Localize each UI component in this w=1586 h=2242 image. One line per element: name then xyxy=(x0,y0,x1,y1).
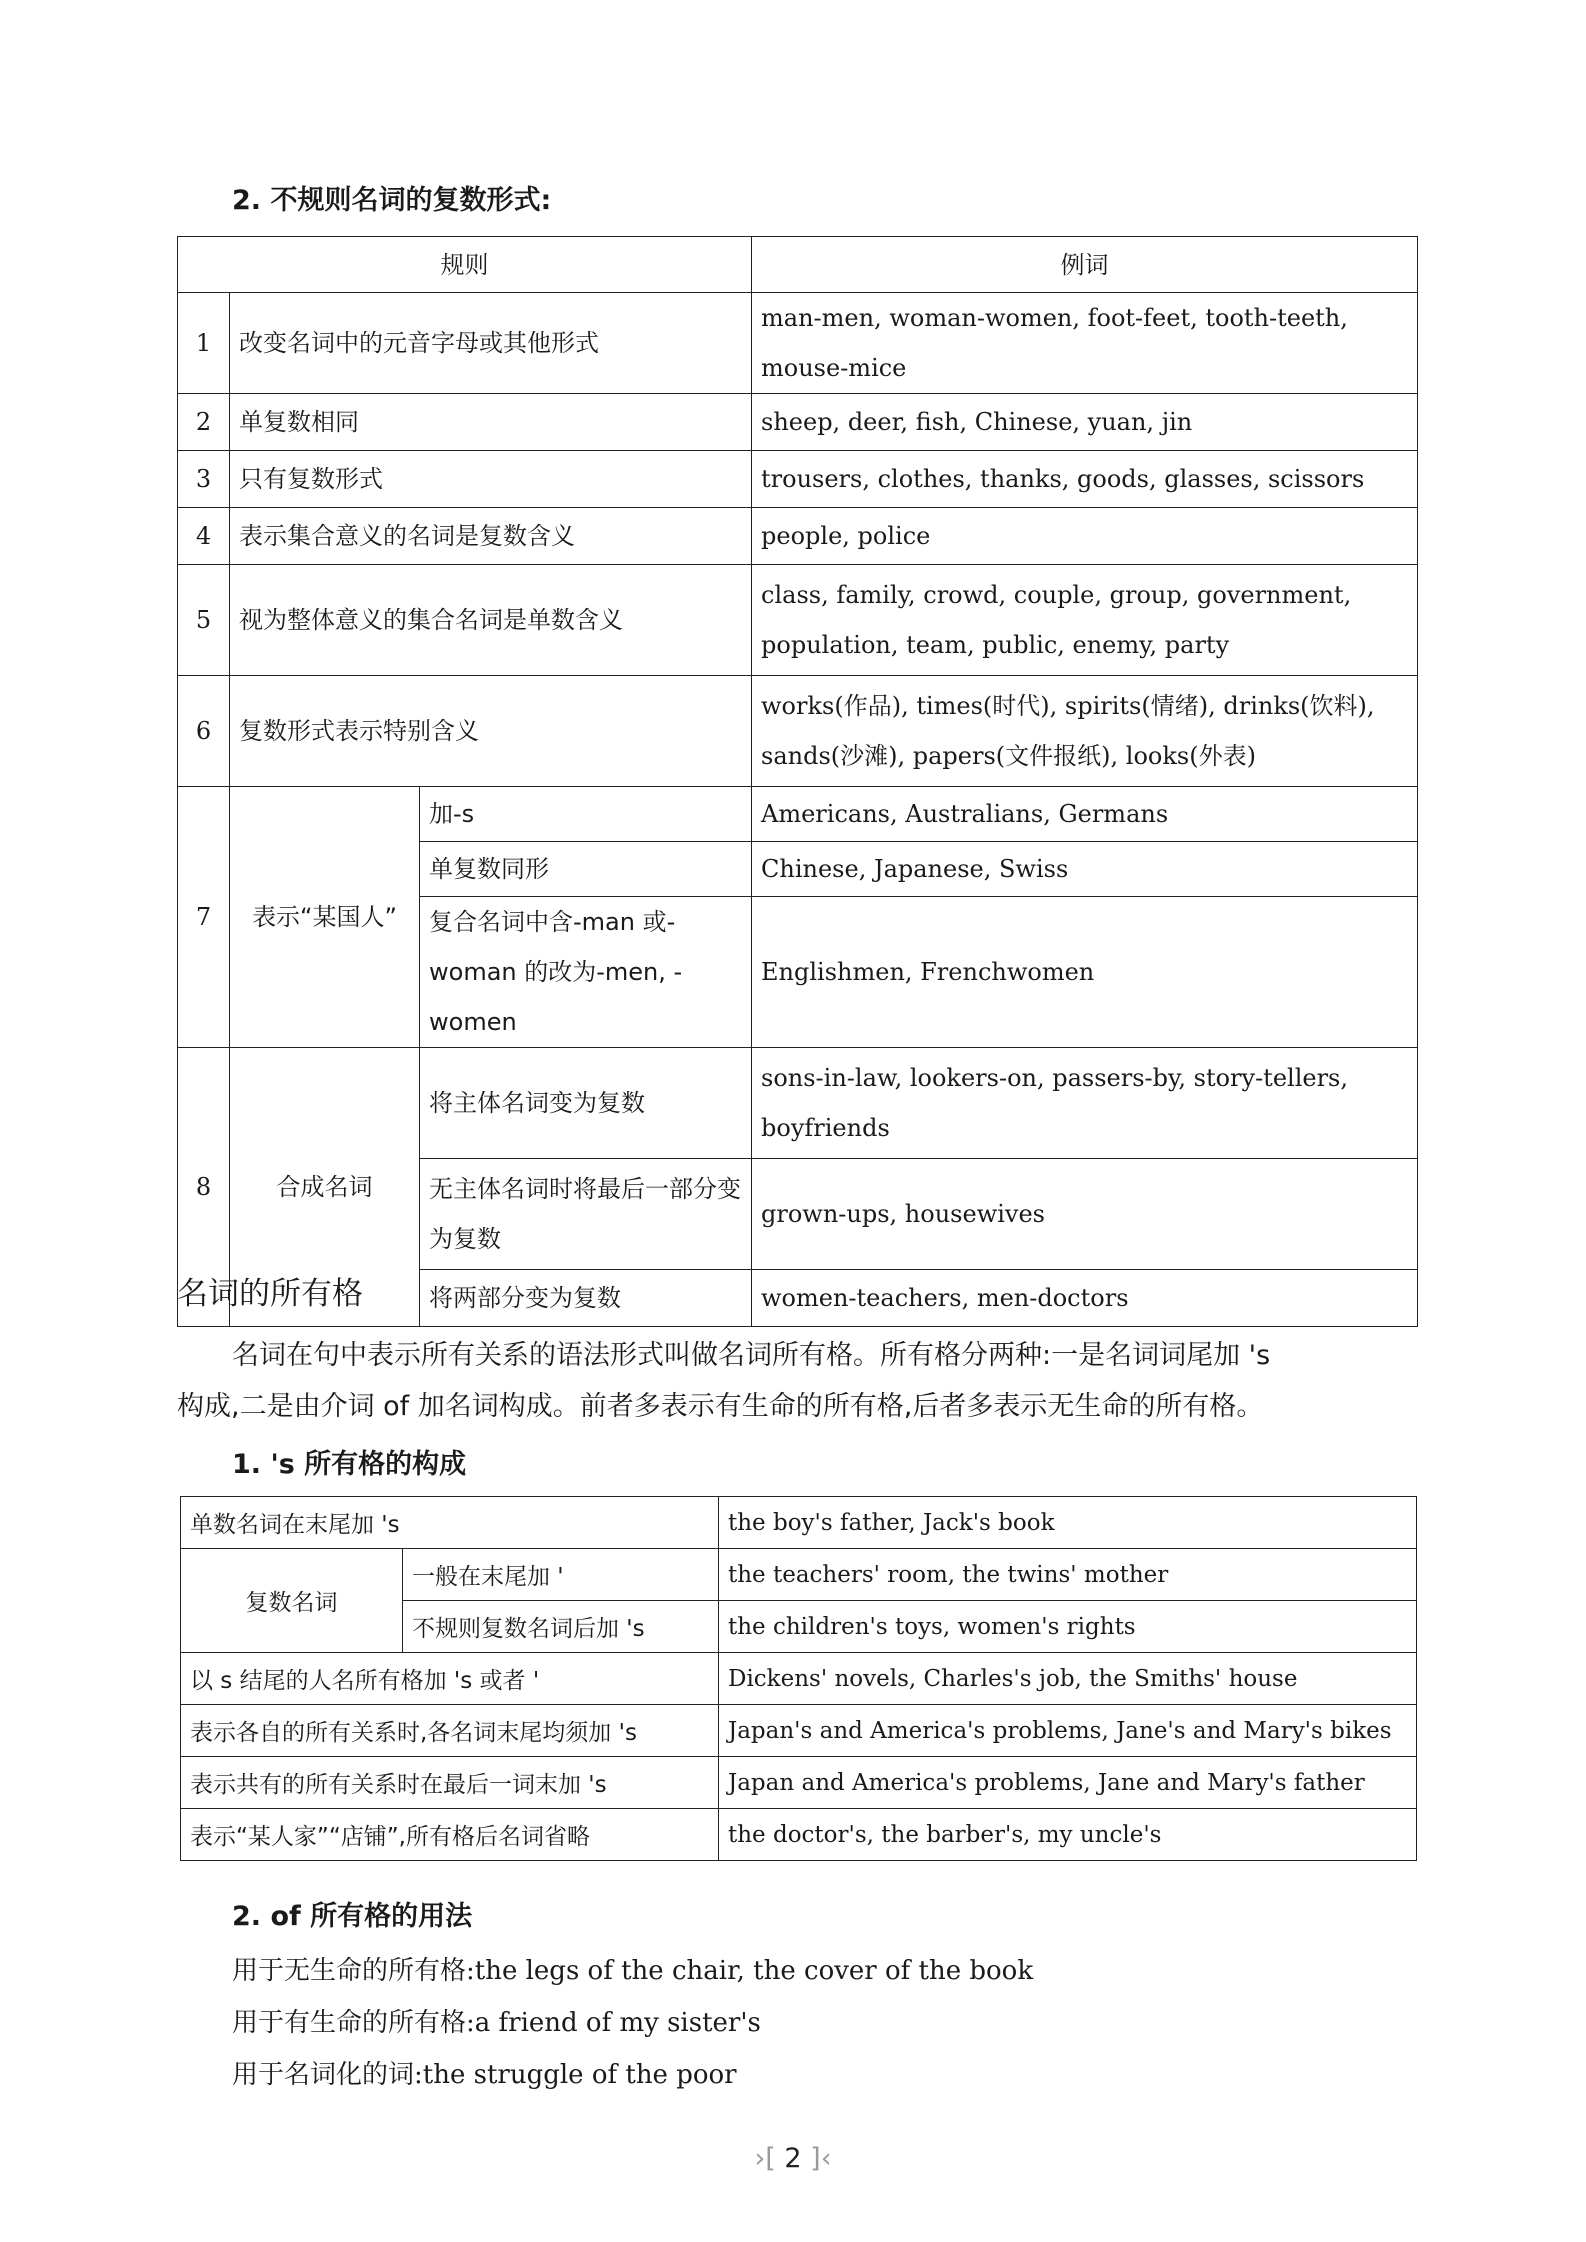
irregular-plural-table xyxy=(177,236,1418,1327)
example-cell: Englishmen, Frenchwomen xyxy=(752,897,1418,1048)
paragraph-line-1: 名词在句中表示所有关系的语法形式叫做名词所有格。所有格分两种:一是名词词尾加 's xyxy=(232,1340,1271,1371)
group-label-nationality: 表示“某国人” xyxy=(230,787,420,1048)
table-row xyxy=(181,1497,1417,1549)
example-cell: Dickens' novels, Charles's job, the Smiths' house xyxy=(719,1653,1417,1705)
example-cell: Chinese, Japanese, Swiss xyxy=(752,842,1418,897)
table-row xyxy=(178,394,1418,451)
rule-cell: 一般在末尾加 ' xyxy=(403,1549,719,1601)
row-number: 1 xyxy=(178,293,230,394)
section-title-possessive: 名词的所有格 xyxy=(177,1276,363,1312)
row-number: 2 xyxy=(178,394,230,451)
example-cell: the doctor's, the barber's, my uncle's xyxy=(719,1809,1417,1861)
example-cell: trousers, clothes, thanks, goods, glasses, scissors xyxy=(752,451,1418,508)
table-row xyxy=(178,508,1418,565)
table-row xyxy=(181,1757,1417,1809)
example-cell: Americans, Australians, Germans xyxy=(752,787,1418,842)
subsection-title-of-possessive: 2. of 所有格的用法 xyxy=(232,1901,473,1932)
page-number-left-ornament: ›[ xyxy=(754,2143,785,2174)
table-row xyxy=(178,293,1418,394)
table-row xyxy=(178,565,1418,676)
table-row xyxy=(181,1705,1417,1757)
rule-cell: 不规则复数名词后加 's xyxy=(403,1601,719,1653)
rule-cell: 改变名词中的元音字母或其他形式 xyxy=(230,293,752,394)
example-cell: grown-ups, housewives xyxy=(752,1159,1418,1270)
example-cell: people, police xyxy=(752,508,1418,565)
group-label-plural: 复数名词 xyxy=(181,1549,403,1653)
table-row xyxy=(178,1048,1418,1159)
example-cell: the children's toys, women's rights xyxy=(719,1601,1417,1653)
rule-cell: 复数形式表示特别含义 xyxy=(230,676,752,787)
example-cell: Japan's and America's problems, Jane's and Mary's bikes xyxy=(719,1705,1417,1757)
example-cell: the teachers' room, the twins' mother xyxy=(719,1549,1417,1601)
rule-cell: 只有复数形式 xyxy=(230,451,752,508)
section-title-irregular-plurals: 2. 不规则名词的复数形式: xyxy=(232,185,552,216)
rule-cell: 加-s xyxy=(420,787,752,842)
usage-line-3: 用于名词化的词:the struggle of the poor xyxy=(232,2060,737,2090)
rule-cell: 将主体名词变为复数 xyxy=(420,1048,752,1159)
table-row xyxy=(178,676,1418,787)
example-cell: Japan and America's problems, Jane and Mary's father xyxy=(719,1757,1417,1809)
table-row xyxy=(181,1549,1417,1601)
rule-cell: 表示共有的所有关系时在最后一词末加 's xyxy=(181,1757,719,1809)
example-cell: sheep, deer, fish, Chinese, yuan, jin xyxy=(752,394,1418,451)
example-cell: class, family, crowd, couple, group, government, population, team, public, enemy, party xyxy=(752,565,1418,676)
table-row xyxy=(178,787,1418,842)
row-number: 3 xyxy=(178,451,230,508)
example-cell: the boy's father, Jack's book xyxy=(719,1497,1417,1549)
example-cell: works(作品), times(时代), spirits(情绪), drinks(饮料), sands(沙滩), papers(文件报纸), looks(外表) xyxy=(752,676,1418,787)
table-row xyxy=(181,1809,1417,1861)
table-header-row xyxy=(178,237,1418,293)
rule-cell: 无主体名词时将最后一部分变为复数 xyxy=(420,1159,752,1270)
example-cell: sons-in-law, lookers-on, passers-by, story-tellers, boyfriends xyxy=(752,1048,1418,1159)
rule-cell: 单数名词在末尾加 's xyxy=(181,1497,719,1549)
table-row xyxy=(181,1653,1417,1705)
rule-cell: 表示“某人家”“店铺”,所有格后名词省略 xyxy=(181,1809,719,1861)
rule-cell: 表示集合意义的名词是复数含义 xyxy=(230,508,752,565)
usage-line-1: 用于无生命的所有格:the legs of the chair, the cover of the book xyxy=(232,1956,1034,1986)
rule-cell: 复合名词中含-man 或-woman 的改为-men, -women xyxy=(420,897,752,1048)
rule-cell: 单复数相同 xyxy=(230,394,752,451)
header-example: 例词 xyxy=(752,237,1418,293)
row-number: 8 xyxy=(178,1048,230,1327)
rule-cell: 将两部分变为复数 xyxy=(420,1270,752,1327)
rule-cell: 视为整体意义的集合名词是单数含义 xyxy=(230,565,752,676)
subsection-title-s-possessive: 1. 's 所有格的构成 xyxy=(232,1449,467,1480)
row-number: 6 xyxy=(178,676,230,787)
example-cell: women-teachers, men-doctors xyxy=(752,1270,1418,1327)
table-row xyxy=(178,451,1418,508)
possessive-table xyxy=(180,1496,1417,1861)
example-cell: man-men, woman-women, foot-feet, tooth-teeth, mouse-mice xyxy=(752,293,1418,394)
rule-cell: 表示各自的所有关系时,各名词末尾均须加 's xyxy=(181,1705,719,1757)
row-number: 4 xyxy=(178,508,230,565)
row-number: 7 xyxy=(178,787,230,1048)
page-number: ›[ 2 ]‹ xyxy=(754,2143,832,2174)
paragraph-line-2: 构成,二是由介词 of 加名词构成。前者多表示有生命的所有格,后者多表示无生命的所有格。 xyxy=(177,1391,1264,1422)
group-label-compound: 合成名词 xyxy=(230,1048,420,1327)
rule-cell: 以 s 结尾的人名所有格加 's 或者 ' xyxy=(181,1653,719,1705)
usage-line-2: 用于有生命的所有格:a friend of my sister's xyxy=(232,2008,761,2038)
rule-cell: 单复数同形 xyxy=(420,842,752,897)
header-rule: 规则 xyxy=(178,237,752,293)
page-number-right-ornament: ]‹ xyxy=(801,2143,832,2174)
row-number: 5 xyxy=(178,565,230,676)
